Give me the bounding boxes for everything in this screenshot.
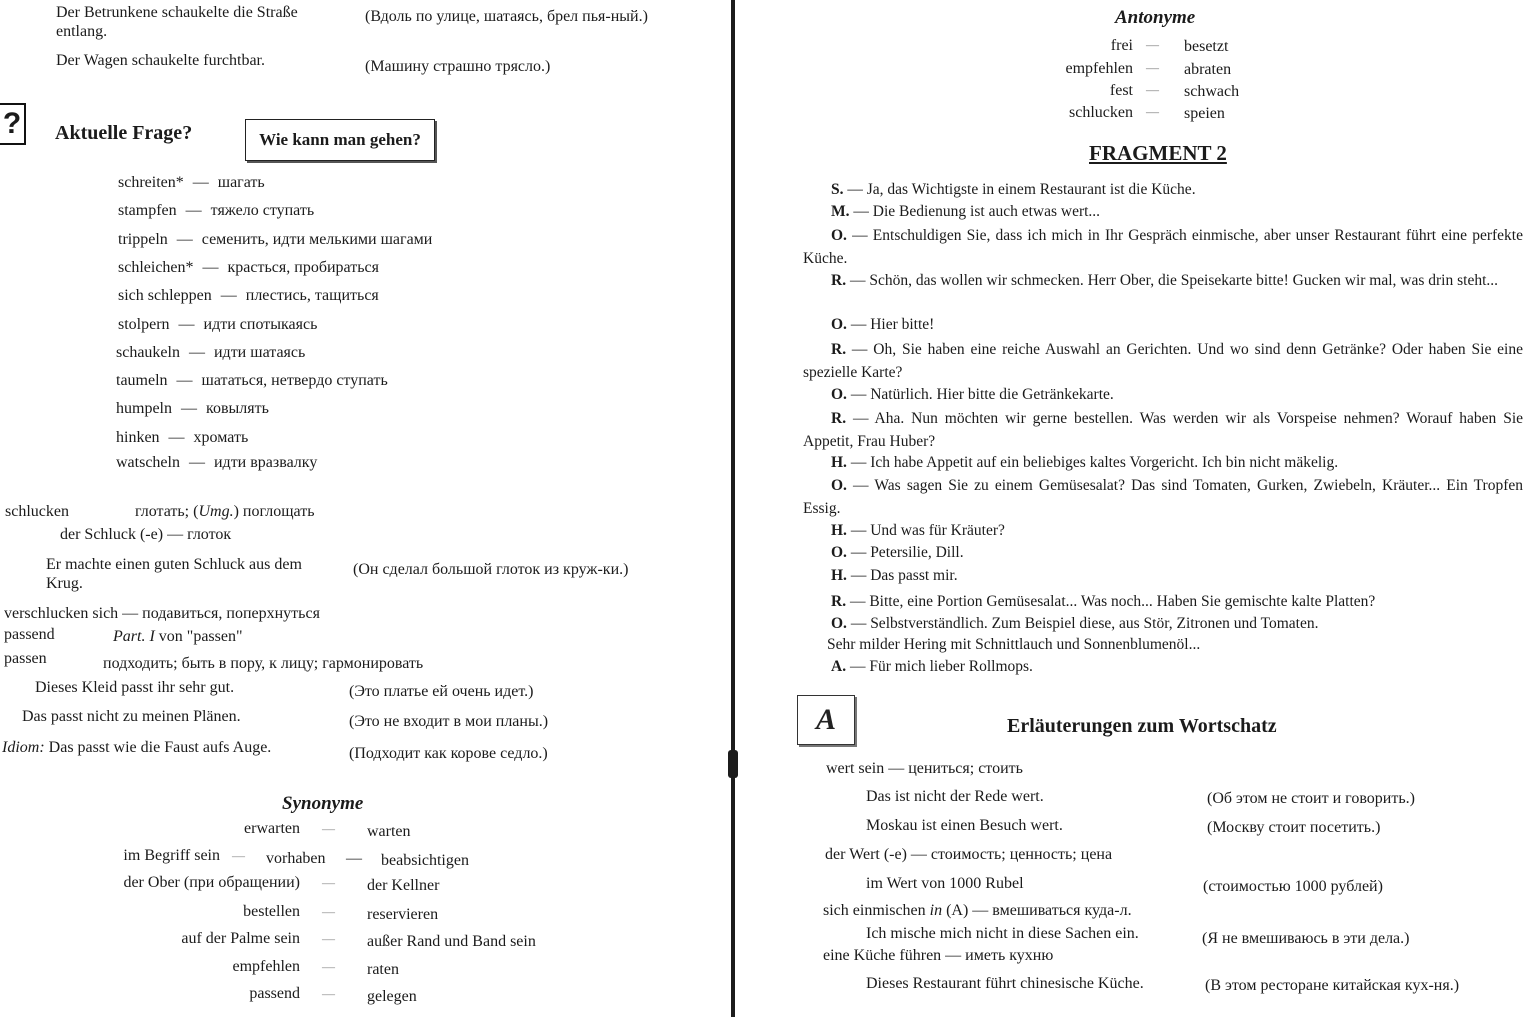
dialogue-text: — Und was für Kräuter?	[846, 522, 1005, 539]
idiom-de: Das passt wie die Faust aufs Auge.	[44, 739, 272, 756]
wert-example-de-2: Moskau ist einen Besuch wert.	[866, 817, 1063, 834]
dialogue-line	[803, 591, 1523, 614]
kueche-example-de: Dieses Restaurant führt chinesische Küche.	[866, 975, 1144, 992]
verb-dash: —	[176, 372, 193, 389]
verb-de: schleichen*	[118, 259, 194, 276]
speaker: O.	[831, 544, 847, 561]
schlucken-ru-b: ) поглощать	[233, 503, 315, 520]
dialogue-line	[803, 270, 1523, 293]
synonym-term: raten	[367, 961, 399, 978]
passen-example-ru-1: (Это платье ей очень идет.)	[349, 683, 534, 700]
verb-dash: —	[192, 174, 209, 191]
aktuelle-frage-heading: Aktuelle Frage?	[55, 122, 193, 144]
dialogue-line	[803, 179, 1523, 202]
dialogue-line	[803, 542, 1523, 565]
synonym-term: reservieren	[367, 906, 439, 923]
verb-de: trippeln	[118, 231, 168, 248]
synonym-term: gelegen	[367, 988, 417, 1005]
question-icon: ?	[0, 103, 26, 145]
speaker: R.	[831, 272, 847, 289]
verb-row	[118, 287, 379, 305]
dialogue-line	[803, 408, 1523, 453]
dialogue-text: — Für mich lieber Rollmops.	[846, 658, 1033, 675]
einmischen-example-de: Ich mische mich nicht in diese Sachen ein.	[866, 925, 1139, 942]
schlucken-ru-a: глотать; (	[134, 503, 199, 520]
dialogue-text: — Ja, das Wichtigste in einem Restaurant ist die Küche.	[843, 181, 1196, 198]
antonym-term: schlucken	[1069, 104, 1133, 121]
dialogue-text: — Oh, Sie haben eine reiche Auswahl an Gerichten. Und wo sind denn Getränke? Oder haben Sie eine spezielle Karte?	[803, 341, 1523, 381]
verb-ru: красться, пробираться	[227, 259, 379, 276]
dialogue-text: — Selbstverständlich. Zum Beispiel diese, aus Stör, Zitronen und Tomaten.	[846, 615, 1319, 632]
verb-row	[118, 231, 432, 249]
book-gutter	[731, 0, 735, 1017]
speaker: R.	[831, 341, 847, 358]
synonym-term: vorhaben	[266, 850, 326, 867]
passen-example-ru-2: (Это не входит в мои планы.)	[349, 713, 549, 730]
dialogue-text: Sehr milder Hering mit Schnittlauch und Sonnenblumenöl...	[827, 636, 1201, 653]
antonym-dash: —	[1146, 82, 1159, 97]
dialogue-line	[803, 656, 1523, 679]
speaker: S.	[831, 181, 844, 198]
passend-head: passend	[4, 626, 55, 643]
verb-row	[116, 429, 248, 447]
dialogue-text: — Schön, das wollen wir schmecken. Herr Ober, die Speisekarte bitte! Gucken wir mal, was drin steht...	[846, 272, 1499, 289]
speaker: O.	[831, 615, 847, 632]
verb-row	[118, 259, 379, 277]
synonym-term: erwarten	[244, 820, 300, 837]
dialogue-text: — Bitte, eine Portion Gemüsesalat... Was noch... Haben Sie gemischte kalte Platten?	[846, 593, 1376, 610]
wert-von-de: im Wert von 1000 Rubel	[866, 875, 1024, 892]
synonym-term: passend	[249, 985, 300, 1002]
synonym-term: der Kellner	[367, 877, 440, 894]
passend-def	[113, 628, 243, 646]
verb-ru: шагать	[217, 174, 265, 191]
verb-row	[118, 316, 317, 334]
antonym-term: empfehlen	[1065, 60, 1133, 77]
wert-example-ru-1: (Об этом не стоит и говорить.)	[1207, 790, 1415, 807]
verb-dash: —	[188, 344, 205, 361]
verb-ru: семенить, идти мелькими шагами	[201, 231, 433, 248]
verb-dash: —	[176, 231, 193, 248]
speaker: O.	[831, 386, 847, 403]
dialogue-line	[803, 339, 1523, 384]
verb-de: stampfen	[118, 202, 177, 219]
verb-dash: —	[185, 202, 202, 219]
verb-row	[118, 174, 265, 192]
verb-ru: тяжело ступать	[210, 202, 315, 219]
dialogue-text: — Aha. Nun möchten wir gerne bestellen. Was werden wir als Vorspeise nehmen? Worauf haben Sie Appetit, Frau Huber?	[803, 410, 1523, 450]
einmischen-b: (A) — вмешиваться куда-л.	[942, 902, 1132, 919]
synonym-term: beabsichtigen	[381, 852, 469, 869]
wert-example-ru-2: (Москву стоит посетить.)	[1207, 819, 1381, 836]
wert-example-de-1: Das ist nicht der Rede wert.	[866, 788, 1044, 805]
antonym-dash: —	[1146, 37, 1159, 52]
dialogue-text: — Petersilie, Dill.	[846, 544, 964, 561]
verb-de: watscheln	[116, 454, 180, 471]
passend-part: Part. I	[113, 628, 155, 645]
kueche-entry: eine Küche führen — иметь кухню	[823, 947, 1054, 964]
dialogue-line	[803, 565, 1523, 588]
schlucken-ru-italic: Umg.	[198, 503, 234, 520]
synonym-term: der Ober (при обращении)	[123, 874, 300, 891]
speaker: H.	[831, 454, 847, 471]
example-de-2: Der Wagen schaukelte furchtbar.	[56, 52, 265, 69]
passen-def: подходить; быть в пору, к лицу; гармонировать	[103, 655, 424, 672]
verb-ru: плестись, тащиться	[245, 287, 379, 304]
speaker: H.	[831, 567, 847, 584]
verb-ru: идти вразвалку	[213, 454, 318, 471]
dialogue-text: — Hier bitte!	[846, 316, 935, 333]
dialogue-line	[803, 475, 1523, 520]
verb-de: schaukeln	[116, 344, 180, 361]
dialogue-text: — Ich habe Appetit auf ein beliebiges kaltes Vorgericht. Ich bin nicht mäkelig.	[846, 454, 1339, 471]
verb-dash: —	[181, 400, 197, 417]
verb-dash: —	[168, 429, 185, 446]
synonym-term: im Begriff sein	[123, 847, 220, 864]
erlaeuterungen-heading: Erläuterungen zum Wortschatz	[1007, 715, 1277, 737]
verb-de: schreiten*	[118, 174, 184, 191]
verb-row	[118, 202, 314, 220]
synonym-dash: —	[346, 850, 362, 867]
verb-row	[116, 400, 269, 418]
einmischen-in: in	[929, 902, 943, 919]
antonym-term: schwach	[1184, 83, 1240, 100]
dialogue-line	[803, 520, 1523, 543]
verb-de: taumeln	[116, 372, 168, 389]
synonym-term: außer Rand und Band sein	[367, 933, 536, 950]
synonym-dash: —	[322, 875, 335, 890]
synonym-term: empfehlen	[232, 958, 300, 975]
speaker: A.	[831, 658, 847, 675]
dialogue-line	[803, 225, 1523, 270]
speaker: M.	[831, 203, 850, 220]
verb-ru: ковылять	[206, 400, 269, 417]
dialogue-line	[803, 201, 1523, 224]
verb-row	[116, 372, 388, 390]
synonym-term: auf der Palme sein	[181, 930, 300, 947]
fragment-heading: FRAGMENT 2	[1089, 141, 1227, 165]
verb-dash: —	[220, 287, 237, 304]
speaker: O.	[831, 316, 847, 333]
verb-ru: шататься, нетвердо ступать	[201, 372, 388, 389]
verb-dash: —	[178, 316, 195, 333]
synonym-dash: —	[322, 986, 335, 1001]
der-wert-entry: der Wert (-e) — стоимость; ценность; цена	[825, 846, 1113, 863]
speaker: O.	[831, 227, 847, 244]
example-ru-2: (Машину страшно трясло.)	[365, 58, 551, 75]
verb-de: sich schleppen	[118, 287, 212, 304]
dialogue-text: — Natürlich. Hier bitte die Getränkekarte.	[846, 386, 1114, 403]
speaker: H.	[831, 522, 847, 539]
example-ru-1: (Вдоль по улице, шатаясь, брел пья-ный.)	[365, 8, 648, 25]
passen-head: passen	[4, 650, 47, 667]
antonym-dash: —	[1146, 104, 1159, 119]
verb-de: humpeln	[116, 400, 172, 417]
synonym-term: bestellen	[243, 903, 300, 920]
verb-row	[116, 454, 317, 472]
antonym-term: fest	[1109, 82, 1133, 99]
schlucken-head: schlucken	[5, 503, 69, 520]
antonym-dash: —	[1146, 60, 1159, 75]
dialogue-line	[803, 384, 1523, 407]
passen-example-de-1: Dieses Kleid passt ihr sehr gut.	[35, 679, 235, 696]
wert-sein-entry: wert sein — цениться; стоить	[826, 760, 1023, 777]
schluck-entry: der Schluck (-e) — глоток	[60, 526, 232, 543]
dialogue-text: — Die Bedienung ist auch etwas wert...	[849, 203, 1101, 220]
frage-box: Wie kann man gehen?	[245, 119, 435, 161]
antonym-term: speien	[1184, 105, 1225, 122]
verb-de: hinken	[116, 429, 160, 446]
antonym-term: frei	[1110, 37, 1133, 54]
dialogue-line	[803, 634, 1523, 657]
schlucken-example-ru: (Он сделал большой глоток из круж-ки.)	[353, 561, 629, 578]
verb-row	[116, 344, 305, 362]
dialogue-text: — Das passt mir.	[846, 567, 958, 584]
synonym-dash: —	[322, 931, 335, 946]
verb-de: stolpern	[118, 316, 170, 333]
einmischen-a: sich einmischen	[823, 902, 930, 919]
dialogue-text: — Was sagen Sie zu einem Gemüsesalat? Das sind Tomaten, Gurken, Zwiebeln, Kräuter... Ein Tropfen Essig.	[803, 477, 1523, 517]
antonym-term: besetzt	[1184, 38, 1229, 55]
synonym-term: warten	[367, 823, 411, 840]
einmischen-example-ru: (Я не вмешиваюсь в эти дела.)	[1202, 930, 1410, 947]
verb-dash: —	[202, 259, 219, 276]
speaker: R.	[831, 593, 847, 610]
verb-ru: хромать	[193, 429, 249, 446]
verb-ru: идти шатаясь	[213, 344, 306, 361]
speaker: R.	[831, 410, 847, 427]
synonym-dash: —	[322, 821, 335, 836]
synonym-dash: —	[322, 904, 335, 919]
passen-example-de-2: Das passt nicht zu meinen Plänen.	[22, 708, 241, 725]
schlucken-entry	[5, 503, 314, 521]
dialogue-text: — Entschuldigen Sie, dass ich mich in Ihr Gespräch einmische, aber unser Restaurant führt eine perfekte Küche.	[803, 227, 1523, 267]
schlucken-example-de: Er machte einen guten Schluck aus dem Krug.	[46, 556, 302, 592]
dialogue-line	[803, 314, 1523, 337]
idiom-entry	[2, 739, 271, 757]
verschlucken-entry: verschlucken sich — подавиться, поперхнуться	[4, 605, 320, 622]
dialogue-line	[803, 613, 1523, 636]
wortschatz-icon: A	[797, 695, 855, 745]
synonym-dash: —	[232, 848, 245, 863]
idiom-ru: (Подходит как корове седло.)	[349, 745, 548, 762]
synonym-dash: —	[322, 959, 335, 974]
example-de-1: Der Betrunkene schaukelte die Straße entlang.	[56, 4, 298, 40]
dialogue-line	[803, 452, 1523, 475]
einmischen-entry	[823, 902, 1132, 920]
speaker: O.	[831, 477, 847, 494]
idiom-label: Idiom:	[2, 739, 45, 756]
wert-von-ru: (стоимостью 1000 рублей)	[1203, 878, 1383, 895]
kueche-example-ru: (В этом ресторане китайская кух-ня.)	[1205, 977, 1460, 994]
verb-dash: —	[188, 454, 205, 471]
verb-ru: идти спотыкаясь	[203, 316, 318, 333]
antonyme-heading: Antonyme	[1115, 7, 1196, 28]
synonyme-heading: Synonyme	[282, 793, 364, 814]
antonym-term: abraten	[1184, 61, 1232, 78]
passend-rest: von "passen"	[154, 628, 243, 645]
